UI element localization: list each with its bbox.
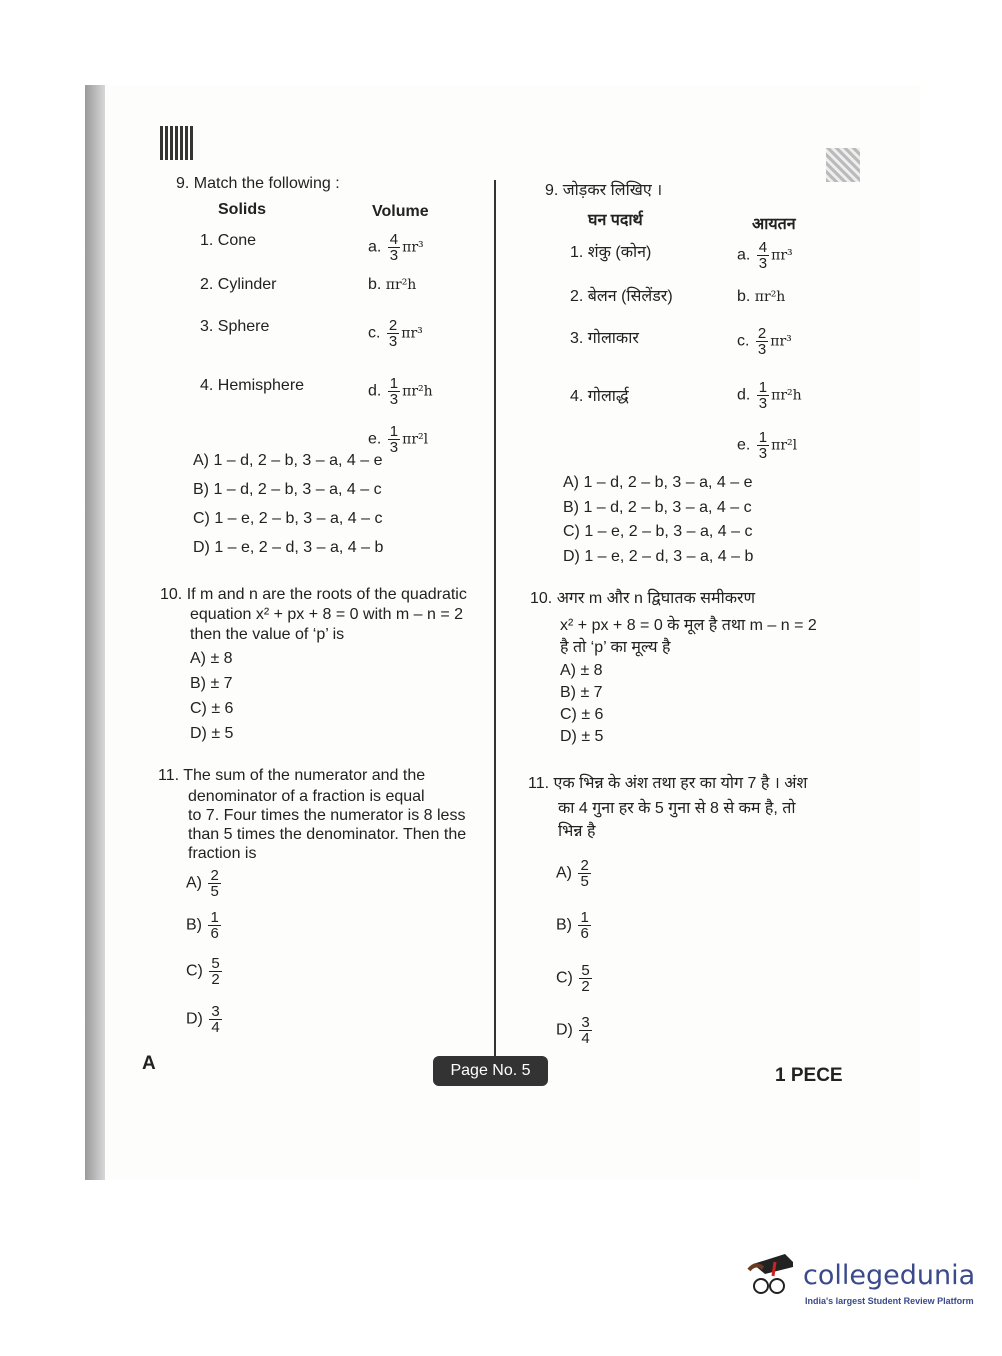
solid-item: 3. गोलाकार xyxy=(570,330,639,347)
faded-qr-code xyxy=(826,148,860,182)
fraction xyxy=(388,376,400,407)
solid-item: 1. शंकु (कोन) xyxy=(570,244,652,261)
fraction xyxy=(579,963,591,994)
option-label: A) xyxy=(556,864,572,882)
q10-option: B) ± 7 xyxy=(190,675,233,692)
fraction xyxy=(387,318,399,349)
volume-expression: πr³ xyxy=(771,247,793,264)
volume-label: c. xyxy=(368,324,381,342)
q10-option: B) ± 7 xyxy=(560,684,603,701)
q11-text: to 7. Four times the numerator is 8 less xyxy=(188,807,466,824)
q9-title: 9. Match the following : xyxy=(176,175,340,192)
fraction xyxy=(578,858,590,889)
q10-text: equation x² + px + 8 = 0 with m – n = 2 xyxy=(190,606,464,623)
solid-item: 2. Cylinder xyxy=(200,276,277,293)
option-label: B) xyxy=(186,916,202,934)
volume-item xyxy=(737,380,802,411)
q11-text: denominator of a fraction is equal xyxy=(188,788,425,805)
column-header-solids: घन पदार्थ xyxy=(588,212,643,229)
q9-option: C) 1 – e, 2 – b, 3 – a, 4 – c xyxy=(563,523,753,540)
q10-text: x² + px + 8 = 0 के मूल है तथा m – n = 2 xyxy=(560,617,817,634)
option-label: C) xyxy=(556,969,573,987)
volume-expression: πr²h xyxy=(771,387,802,404)
q9-option: A) 1 – d, 2 – b, 3 – a, 4 – e xyxy=(193,452,383,469)
volume-item xyxy=(737,430,797,461)
denominator: 6 xyxy=(580,925,589,942)
column-header-solids: Solids xyxy=(218,201,267,218)
q11-text: 11. एक भिन्न के अंश तथा हर का योग 7 है । अंश xyxy=(528,775,808,792)
fraction xyxy=(757,380,769,411)
q11-text: 11. The sum of the numerator and the xyxy=(158,767,426,784)
column-divider xyxy=(494,180,496,1060)
volume-expression: πr³ xyxy=(402,239,424,256)
option-label: B) xyxy=(556,916,572,934)
numerator: 1 xyxy=(580,909,589,926)
denominator: 3 xyxy=(389,439,399,456)
numerator: 2 xyxy=(580,857,589,874)
denominator: 6 xyxy=(210,925,219,942)
fraction xyxy=(209,956,221,987)
volume-expression: πr²h xyxy=(385,277,417,293)
volume-item xyxy=(368,232,424,263)
fraction xyxy=(757,430,769,461)
denominator: 2 xyxy=(581,978,590,995)
q11-option xyxy=(556,858,593,889)
column-header-volume: Volume xyxy=(372,203,429,220)
q11-text: भिन्न है xyxy=(558,823,596,840)
q9-option: A) 1 – d, 2 – b, 3 – a, 4 – e xyxy=(563,474,753,491)
q9-option: B) 1 – d, 2 – b, 3 – a, 4 – c xyxy=(563,498,752,516)
fraction xyxy=(208,868,220,899)
numerator: 3 xyxy=(211,1003,220,1020)
fraction xyxy=(208,910,220,941)
q11-option xyxy=(186,956,224,987)
numerator: 2 xyxy=(388,317,398,334)
volume-label: e. xyxy=(737,436,751,454)
volume-label: d. xyxy=(368,382,382,400)
volume-label: a. xyxy=(737,246,751,264)
volume-expression: πr³ xyxy=(770,333,792,350)
volume-label: a. xyxy=(368,238,382,256)
q9-option: B) 1 – d, 2 – b, 3 – a, 4 – c xyxy=(193,481,382,498)
option-label: D) xyxy=(556,1021,573,1039)
volume-label: d. xyxy=(737,386,751,404)
logo-name: collegedunia xyxy=(803,1260,976,1291)
volume-item xyxy=(368,318,423,349)
volume-expression: πr³ xyxy=(401,325,423,342)
q10-text: 10. If m and n are the roots of the quadratic xyxy=(160,586,467,603)
numerator: 2 xyxy=(210,867,219,884)
denominator: 5 xyxy=(580,873,589,890)
denominator: 3 xyxy=(758,395,768,412)
q10-option: A) ± 8 xyxy=(190,650,233,667)
denominator: 3 xyxy=(388,333,398,350)
solid-item: 3. Sphere xyxy=(200,318,270,335)
numerator: 5 xyxy=(581,962,590,979)
q10-option: C) ± 6 xyxy=(190,700,234,717)
solid-item: 2. बेलन (सिलेंडर) xyxy=(570,288,673,305)
q9-option: D) 1 – e, 2 – d, 3 – a, 4 – b xyxy=(563,547,754,565)
volume-item xyxy=(737,326,792,357)
solid-item: 4. Hemisphere xyxy=(200,377,305,394)
numerator: 2 xyxy=(757,325,767,342)
q9-title: 9. जोड़कर लिखिए । xyxy=(545,182,663,199)
fraction xyxy=(756,326,768,357)
volume-expression: πr²h xyxy=(754,289,786,305)
denominator: 3 xyxy=(757,341,767,358)
fraction xyxy=(388,424,400,455)
option-label: C) xyxy=(186,962,203,980)
question-set-letter: A xyxy=(142,1053,156,1074)
paper-code: 1 PECE xyxy=(775,1065,843,1086)
page-number-badge: Page No. 5 xyxy=(433,1056,548,1086)
numerator: 1 xyxy=(210,909,219,926)
numerator: 1 xyxy=(758,429,768,446)
volume-item xyxy=(737,240,793,271)
q11-option xyxy=(556,910,593,941)
volume-expression: πr²l xyxy=(771,437,798,454)
volume-expression: πr²h xyxy=(402,383,433,400)
volume-expression: πr²l xyxy=(402,431,429,448)
volume-label: b. xyxy=(737,288,751,305)
denominator: 3 xyxy=(758,445,768,462)
volume-label: e. xyxy=(368,430,382,448)
q11-option xyxy=(186,910,223,941)
q10-option: C) ± 6 xyxy=(560,706,604,723)
scan-edge xyxy=(85,85,105,1180)
q11-option xyxy=(186,1004,224,1035)
q11-text: fraction is xyxy=(188,845,257,862)
numerator: 3 xyxy=(581,1014,590,1031)
qr-code xyxy=(160,126,194,160)
option-label: A) xyxy=(186,874,202,892)
denominator: 3 xyxy=(389,247,399,264)
volume-item xyxy=(368,276,416,294)
denominator: 3 xyxy=(389,391,399,408)
fraction xyxy=(209,1004,221,1035)
volume-label: b. xyxy=(368,276,382,293)
mascot-icon xyxy=(745,1250,793,1298)
solid-item: 4. गोलार्द्ध xyxy=(570,388,629,405)
q10-option: D) ± 5 xyxy=(190,725,234,742)
denominator: 5 xyxy=(210,883,219,900)
option-label: D) xyxy=(186,1010,203,1028)
denominator: 3 xyxy=(758,255,768,272)
denominator: 2 xyxy=(211,971,220,988)
fraction xyxy=(578,910,590,941)
denominator: 4 xyxy=(211,1019,220,1036)
q9-option: D) 1 – e, 2 – d, 3 – a, 4 – b xyxy=(193,539,384,556)
numerator: 4 xyxy=(758,239,768,256)
q11-option xyxy=(556,963,594,994)
q10-option: A) ± 8 xyxy=(560,662,603,679)
volume-item xyxy=(368,424,428,455)
volume-item xyxy=(368,376,433,407)
numerator: 5 xyxy=(211,955,220,972)
q10-option: D) ± 5 xyxy=(560,728,604,745)
numerator: 1 xyxy=(389,423,399,440)
q11-text: than 5 times the denominator. Then the xyxy=(188,826,467,843)
numerator: 4 xyxy=(389,231,399,248)
numerator: 1 xyxy=(389,375,399,392)
numerator: 1 xyxy=(758,379,768,396)
q11-option xyxy=(556,1015,594,1046)
solid-item: 1. Cone xyxy=(200,232,257,249)
volume-item xyxy=(737,288,785,306)
q10-text: है तो ‘p’ का मूल्य है xyxy=(560,639,671,656)
q10-text: 10. अगर m और n द्विघातक समीकरण xyxy=(530,590,756,607)
column-header-volume: आयतन xyxy=(752,216,796,233)
q11-option xyxy=(186,868,223,899)
denominator: 4 xyxy=(581,1030,590,1047)
q9-option: C) 1 – e, 2 – b, 3 – a, 4 – c xyxy=(193,510,383,527)
q11-text: का 4 गुना हर के 5 गुना से 8 से कम है, तो xyxy=(558,800,796,817)
volume-label: c. xyxy=(737,332,750,350)
fraction xyxy=(579,1015,591,1046)
fraction xyxy=(757,240,769,271)
fraction xyxy=(388,232,400,263)
q10-text: then the value of ‘p’ is xyxy=(190,626,345,643)
logo-tagline: India's largest Student Review Platform xyxy=(805,1296,974,1306)
